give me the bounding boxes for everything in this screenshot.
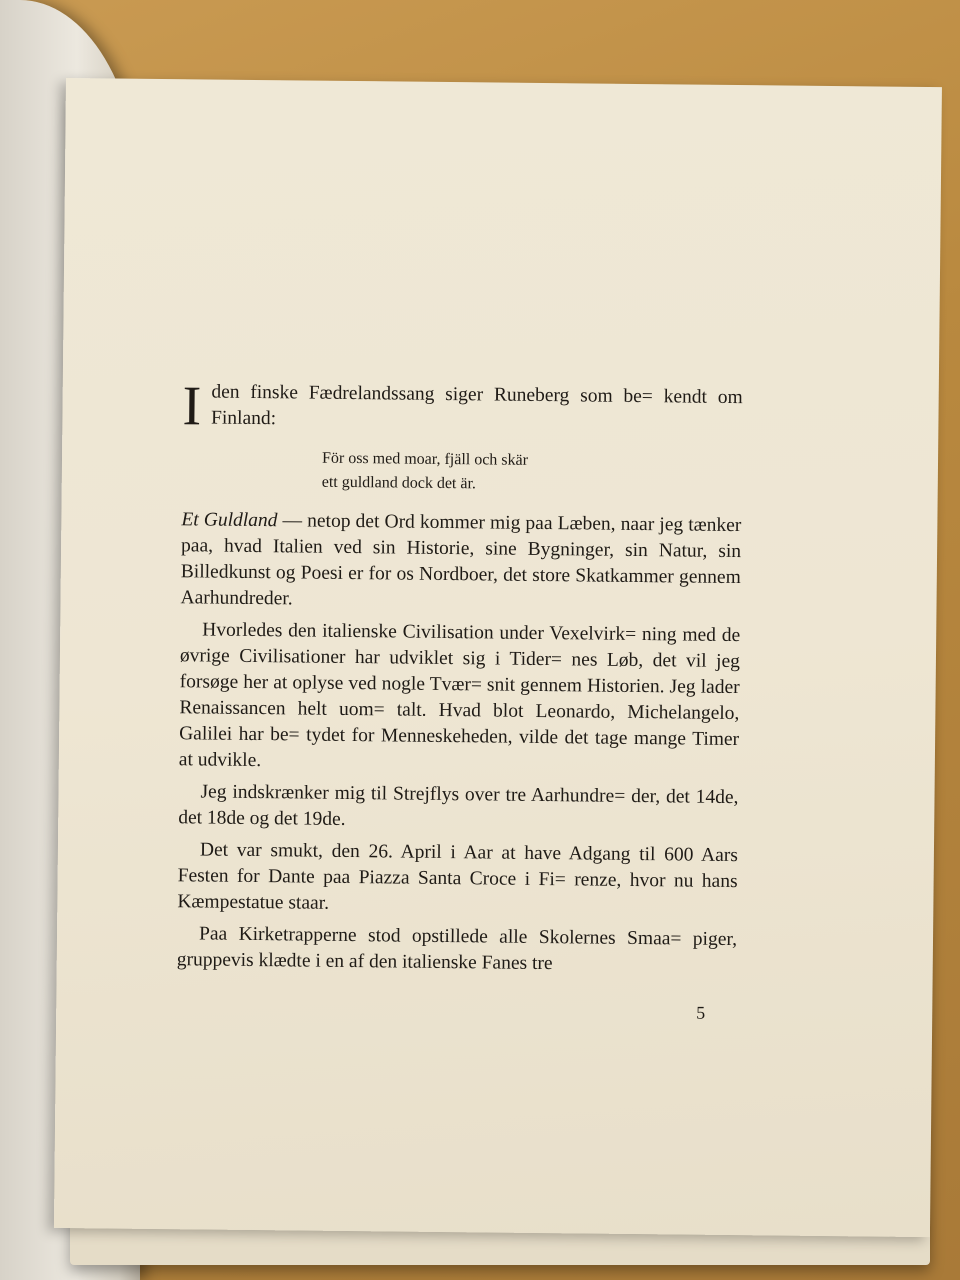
verse-line-1: För oss med moar, fjäll och skär [321,449,529,469]
paragraph-2: Hvorledes den italienske Civilisation under Vexelvirk= ning med de øvrige Civilisationer har udviklet sig i Tider= nes Løb, det vil jeg forsøge her at oplyse ved nogle Tvær= snit gennem Historien. Jeg lader Renaissancen helt uom= talt. Hvad blot Leonardo, Michelangelo, Galilei har be= tydet for Menneskeheden, vilde det tage mange Timer at udvikle. [178,619,741,772]
body-text [176,375,743,985]
paragraph-5: Paa Kirketrapperne stod opstillede alle Skolernes Smaa= piger, gruppevis klædte i en af den italienske Fanes tre [176,923,738,975]
paragraph-1-italic: Et Guldland [181,509,278,532]
paragraph-4: Det var smukt, den 26. April i Aar at have Adgang til 600 Aars Festen for Dante paa Piazza Santa Croce i Fi= renze, hvor nu hans Kæmpestatue staar. [177,839,739,914]
verse-quote [322,447,742,499]
page-number: 5 [696,1002,706,1023]
drop-cap: I [182,375,202,438]
paragraph-1 [180,507,741,617]
verse-line-2: ett guldland dock det är. [321,473,477,493]
paragraph-1-text: — netop det Ord kommer mig paa Læben, naar jeg tænker paa, hvad Italien ved sin Historie, sine Bygninger, sin Natur, sin Billedkunst og Poesi er for os Nordboer, det store Skatkammer gennem Aarhundreder. [180,510,742,610]
paragraph-3: Jeg indskrænker mig til Strejflys over tre Aarhundre= der, det 14de, det 18de og det 19de. [178,781,739,830]
opening-paragraph [182,375,743,438]
opening-text: den finske Fædrelandssang siger Runeberg som be= kendt om Finland: [210,381,743,430]
book-page [54,78,942,1237]
